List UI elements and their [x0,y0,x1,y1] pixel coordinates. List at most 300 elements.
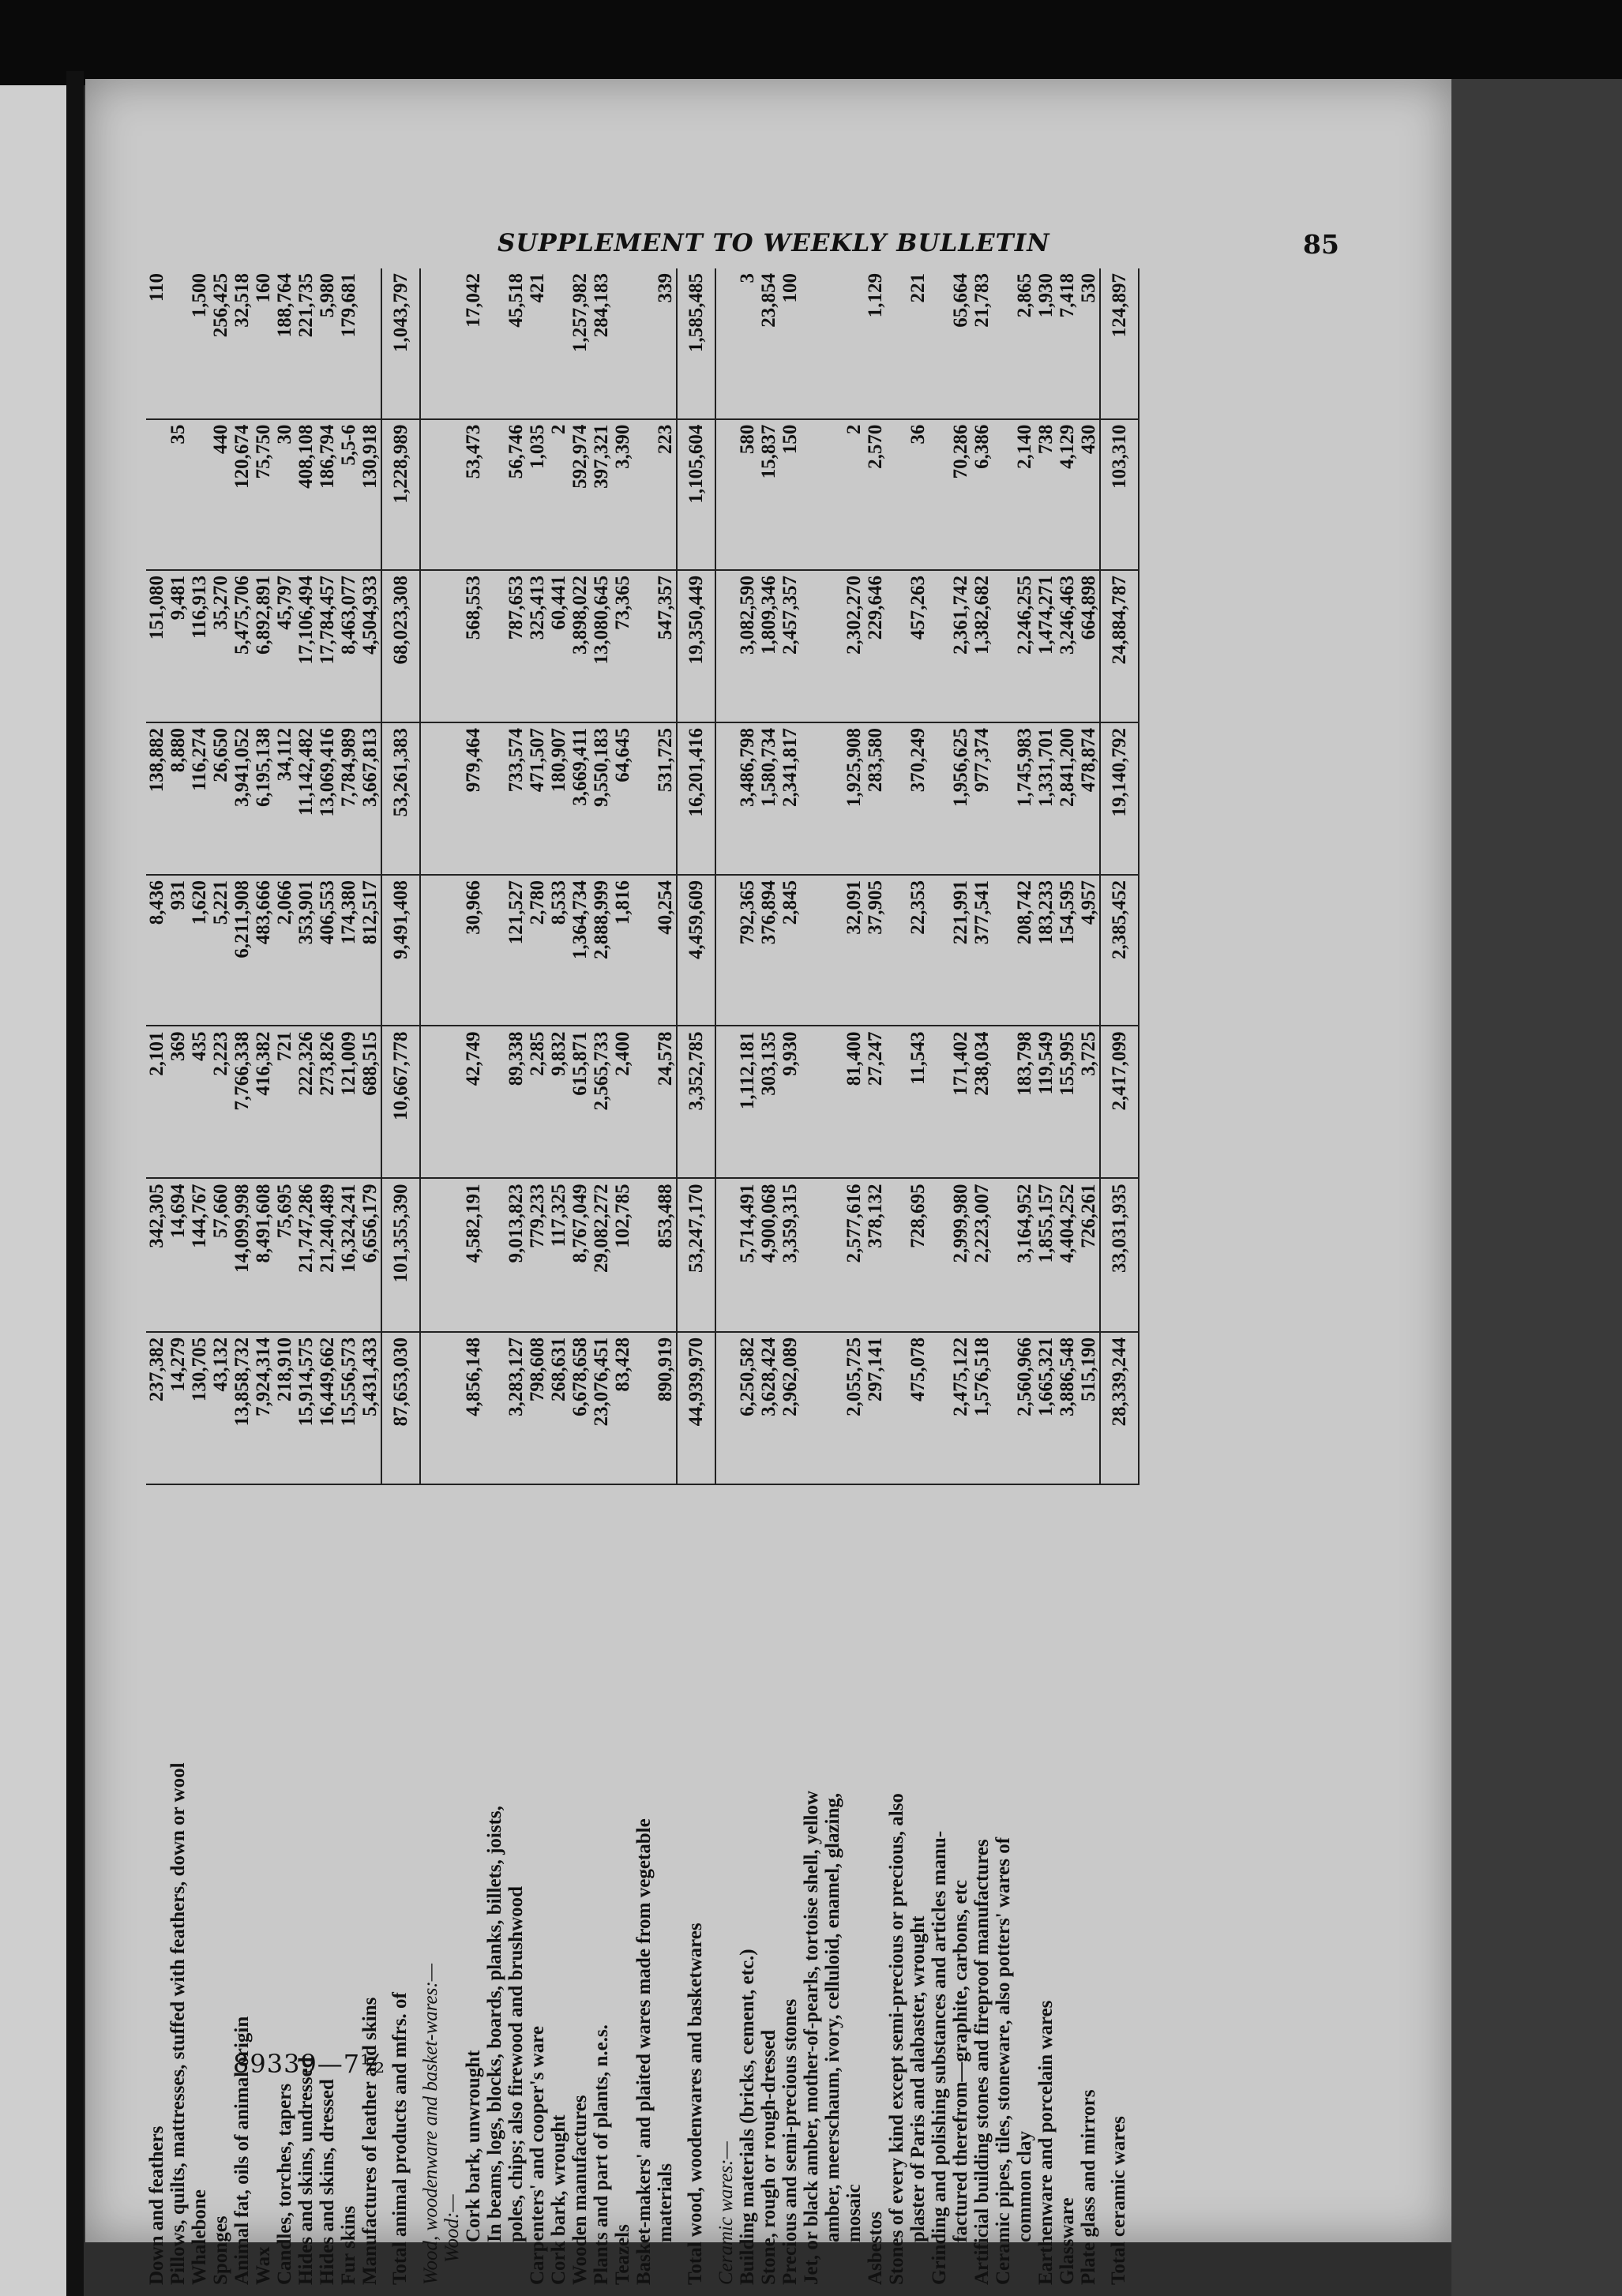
cell-value [822,1178,843,1331]
cell-value: 2,341,817 [779,722,801,875]
row-label: Grinding and polishing substances and articles manu- [929,1830,950,2285]
cell-value: 45,518 [505,268,527,419]
row-label: Candles, torches, tapers [274,2083,295,2285]
cell-value: 64,645 [612,722,633,875]
cell-value: 1,331,701 [1035,722,1057,875]
cell-value [715,1178,737,1331]
table-row [971,268,993,2290]
cell-value [359,268,381,419]
table-row [1057,268,1078,2290]
cell-value: 36 [907,419,929,570]
cell-value [484,1026,505,1178]
cell-value [886,268,907,419]
cell-value [715,1332,737,1484]
cell-value: 70,286 [950,419,971,570]
cell-value: 32,091 [843,875,865,1026]
cell-value: 150 [779,419,801,570]
cell-value: 116,274 [189,722,210,875]
cell-value: 11,142,482 [295,722,317,875]
cell-value: 60,441 [548,570,569,722]
row-label: common clay [1014,2131,1035,2242]
cell-value: 8,533 [548,875,569,1026]
cell-value: 475,078 [907,1332,929,1484]
cell-value: 15,914,575 [295,1332,317,1484]
table-row [612,268,633,2290]
scan-border-right [1451,79,1622,2296]
cell-value [420,570,441,722]
cell-value: 5,980 [317,268,338,419]
cell-value: 273,826 [317,1026,338,1178]
cell-value: 580 [737,419,758,570]
cell-value [715,722,737,875]
book-gutter [66,71,84,2296]
cell-value [484,722,505,875]
row-label: Fur skins [338,2205,359,2285]
table-row [886,268,907,2290]
cell-value: 22,353 [907,875,929,1026]
cell-value [441,1332,463,1484]
cell-value: 2,361,742 [950,570,971,722]
cell-value: 979,464 [463,722,484,875]
cell-value [441,268,463,419]
row-label: Cork bark, wrought [548,2114,569,2285]
cell-value: 457,263 [907,570,929,722]
cell-value [612,268,633,419]
table-row [548,268,569,2290]
cell-value: 421 [527,268,548,419]
cell-value [886,1178,907,1331]
table-row [907,268,929,2290]
table-row [1035,268,1057,2290]
cell-value [822,1026,843,1178]
cell-value: 3,359,315 [779,1178,801,1331]
cell-value: 121,527 [505,875,527,1026]
cell-value: 100 [779,268,801,419]
cell-value: 2,845 [779,875,801,1026]
table-row [569,268,591,2290]
cell-value [484,419,505,570]
cell-value: 160 [253,268,274,419]
cell-value: 890,919 [655,1332,677,1484]
cell-value: 43,132 [210,1332,231,1484]
cell-value: 221,735 [295,268,317,419]
cell-value: 1,500 [189,268,210,419]
cell-value: 4,582,191 [463,1178,484,1331]
table-row [359,268,381,2290]
cell-value: 377,541 [971,875,993,1026]
cell-value [886,419,907,570]
cell-value [441,1026,463,1178]
cell-value: 615,871 [569,1026,591,1178]
rotated-table-frame [146,268,1315,2290]
cell-value [993,1178,1014,1331]
cell-value: 2,841,200 [1057,722,1078,875]
table-row [420,268,441,2290]
cell-value [633,268,655,419]
cell-value: 154,595 [1057,875,1078,1026]
total-row [381,268,420,2290]
row-label: Ceramic pipes, tiles, stoneware, also potters' wares of [993,1836,1014,2285]
cell-value: 34,112 [274,722,295,875]
cell-value: 6,892,891 [253,570,274,722]
cell-value: 11,543 [907,1026,929,1178]
cell-value: 4,856,148 [463,1332,484,1484]
cell-value [146,419,167,570]
cell-value [420,1026,441,1178]
cell-value: 24,884,787 [1100,570,1139,722]
table-row [274,268,295,2290]
cell-value: 16,449,662 [317,1332,338,1484]
cell-value: 30 [274,419,295,570]
cell-value: 353,901 [295,875,317,1026]
cell-value: 478,874 [1078,722,1100,875]
cell-value [633,1178,655,1331]
cell-value: 183,233 [1035,875,1057,1026]
cell-value: 812,517 [359,875,381,1026]
row-label: Down and feathers [146,2125,167,2285]
table-row [189,268,210,2290]
cell-value: 9,930 [779,1026,801,1178]
cell-value: 75,695 [274,1178,295,1331]
cell-value: 8,436 [146,875,167,1026]
table-row [463,268,484,2290]
table-row [633,268,655,2290]
cell-value [633,1332,655,1484]
cell-value: 2,888,999 [591,875,612,1026]
cell-value: 3,246,463 [1057,570,1078,722]
cell-value: 19,140,792 [1100,722,1139,875]
cell-value: 5,475,706 [231,570,253,722]
rotated-table-content [146,268,1315,2290]
cell-value [633,1026,655,1178]
cell-value: 42,749 [463,1026,484,1178]
cell-value [993,722,1014,875]
cell-value: 547,357 [655,570,677,722]
cell-value: 4,404,252 [1057,1178,1078,1331]
cell-value [715,570,737,722]
cell-value [822,1332,843,1484]
table-row [210,268,231,2290]
cell-value [801,570,822,722]
cell-value: 1,855,157 [1035,1178,1057,1331]
cell-value: 229,646 [865,570,886,722]
cell-value: 221 [907,268,929,419]
cell-value [886,722,907,875]
cell-value [822,570,843,722]
cell-value: 568,553 [463,570,484,722]
table-row [655,268,677,2290]
row-label: Wooden manufactures [569,2095,591,2285]
cell-value: 13,858,732 [231,1332,253,1484]
cell-value: 65,664 [950,268,971,419]
cell-value: 144,767 [189,1178,210,1331]
cell-value: 14,279 [167,1332,189,1484]
row-label: Wax [253,2246,274,2285]
cell-value: 733,574 [505,722,527,875]
cell-value: 376,894 [758,875,779,1026]
cell-value: 7,784,989 [338,722,359,875]
row-label: Total ceramic wares [1108,2116,1129,2285]
total-row [677,268,715,2290]
cell-value [441,875,463,1026]
table-row [591,268,612,2290]
row-label: Plate glass and mirrors [1078,2089,1099,2285]
row-label: Precious and semi-precious stones [779,1998,801,2285]
cell-value: 4,129 [1057,419,1078,570]
cell-value [801,1178,822,1331]
cell-value: 2,577,616 [843,1178,865,1331]
cell-value: 102,785 [612,1178,633,1331]
row-label: Asbestos [865,2211,886,2285]
cell-value: 174,380 [338,875,359,1026]
cell-value: 2,560,966 [1014,1332,1035,1484]
cell-value: 7,418 [1057,268,1078,419]
cell-value: 798,608 [527,1332,548,1484]
cell-value [715,268,737,419]
cell-value: 2 [548,419,569,570]
row-label: Stone, rough or rough-dressed [758,2029,779,2285]
footer-code: 89339—7½ [233,2049,386,2079]
cell-value [993,268,1014,419]
cell-value: 222,326 [295,1026,317,1178]
cell-value: 2,962,089 [779,1332,801,1484]
cell-value: 284,183 [591,268,612,419]
cell-value: 5,431,433 [359,1332,381,1484]
page-number: 85 [1303,229,1339,260]
cell-value: 515,190 [1078,1332,1100,1484]
row-label: Earthenware and porcelain wares [1035,2000,1057,2285]
table-row [950,268,971,2290]
cell-value: 2,223 [210,1026,231,1178]
cell-value [420,1178,441,1331]
cell-value: 931 [167,875,189,1026]
cell-value: 130,705 [189,1332,210,1484]
cell-value: 155,995 [1057,1026,1078,1178]
cell-value [822,875,843,1026]
cell-value: 440 [210,419,231,570]
cell-value [822,268,843,419]
cell-value [929,570,950,722]
cell-value: 4,459,609 [677,875,715,1026]
cell-value: 13,069,416 [317,722,338,875]
cell-value: 6,656,179 [359,1178,381,1331]
cell-value: 17,784,457 [317,570,338,722]
row-label: factured therefrom—graphite, carbons, etc [950,1880,971,2242]
cell-value [420,268,441,419]
cell-value: 10,667,778 [381,1026,420,1178]
cell-value: 530 [1078,268,1100,419]
cell-value: 3,725 [1078,1026,1100,1178]
table-row [1014,268,1035,2290]
cell-value: 1,257,982 [569,268,591,419]
row-label: Cork bark, unwrought [463,2050,484,2242]
cell-value: 1,925,908 [843,722,865,875]
cell-value [929,1178,950,1331]
cell-value: 28,339,244 [1100,1332,1139,1484]
cell-value: 378,132 [865,1178,886,1331]
cell-value [633,419,655,570]
cell-value: 116,913 [189,570,210,722]
cell-value: 6,211,908 [231,875,253,1026]
cell-value: 68,023,308 [381,570,420,722]
cell-value: 2,417,099 [1100,1026,1139,1178]
cell-value: 37,905 [865,875,886,1026]
cell-value: 1,474,271 [1035,570,1057,722]
cell-value: 2,223,007 [971,1178,993,1331]
cell-value: 45,797 [274,570,295,722]
total-row [1100,268,1139,2290]
cell-value: 101,355,390 [381,1178,420,1331]
cell-value: 121,009 [338,1026,359,1178]
cell-value [715,1026,737,1178]
row-label: Total animal products and mfrs. of [389,1992,411,2285]
cell-value: 2,066 [274,875,295,1026]
cell-value: 17,042 [463,268,484,419]
cell-value: 370,249 [907,722,929,875]
cell-value: 1,585,485 [677,268,715,419]
cell-value: 3,898,022 [569,570,591,722]
cell-value: 103,310 [1100,419,1139,570]
cell-value: 1,364,734 [569,875,591,1026]
cell-value: 35 [167,419,189,570]
cell-value: 44,939,970 [677,1332,715,1484]
cell-value: 8,767,049 [569,1178,591,1331]
cell-value [715,419,737,570]
cell-value: 268,631 [548,1332,569,1484]
cell-value: 40,254 [655,875,677,1026]
table-row [231,268,253,2290]
cell-value: 30,966 [463,875,484,1026]
cell-value: 1,382,682 [971,570,993,722]
cell-value: 2,101 [146,1026,167,1178]
cell-value [484,875,505,1026]
cell-value: 2,055,725 [843,1332,865,1484]
row-label: Ceramic wares:— [715,2141,737,2285]
cell-value [886,1026,907,1178]
cell-value: 9,013,823 [505,1178,527,1331]
cell-value: 119,549 [1035,1026,1057,1178]
cell-value: 303,135 [758,1026,779,1178]
cell-value: 1,043,797 [381,268,420,419]
cell-value: 53,261,383 [381,722,420,875]
row-label: Sponges [210,2215,231,2285]
table-row [715,268,737,2290]
cell-value: 7,766,338 [231,1026,253,1178]
cell-value [929,875,950,1026]
scan-border-left [0,85,66,2296]
cell-value: 221,991 [950,875,971,1026]
cell-value: 2,865 [1014,268,1035,419]
cell-value: 2,140 [1014,419,1035,570]
cell-value: 2,457,357 [779,570,801,722]
cell-value: 1,745,983 [1014,722,1035,875]
cell-value: 2,570 [865,419,886,570]
cell-value [801,419,822,570]
cell-value: 792,365 [737,875,758,1026]
cell-value: 397,321 [591,419,612,570]
cell-value: 430 [1078,419,1100,570]
row-label: Manufactures of leather and skins [359,1997,381,2285]
cell-value [886,1332,907,1484]
cell-value: 6,678,658 [569,1332,591,1484]
cell-value: 4,957 [1078,875,1100,1026]
cell-value: 1,620 [189,875,210,1026]
cell-value: 1,105,604 [677,419,715,570]
table-row [779,268,801,2290]
cell-value [441,722,463,875]
cell-value [929,419,950,570]
row-label: Animal fat, oils of animal origin [231,2016,253,2285]
cell-value: 2,999,980 [950,1178,971,1331]
row-label: Artificial building stones and fireproof manufactures [971,1839,993,2285]
table-row [737,268,758,2290]
cell-value [484,570,505,722]
table-row [929,268,950,2290]
row-label: Hides and skins, undressed [295,2057,317,2285]
cell-value [420,1332,441,1484]
cell-value: 688,515 [359,1026,381,1178]
cell-value: 33,031,935 [1100,1178,1139,1331]
row-label: poles, chips; also firewood and brushwood [505,1885,527,2242]
cell-value: 3,886,548 [1057,1332,1078,1484]
page-header-title: SUPPLEMENT TO WEEKLY BULLETIN [497,229,1050,257]
row-label: materials [655,2163,676,2242]
cell-value: 8,463,077 [338,570,359,722]
row-label: amber, meerschaum, ivory, celluloid, enamel, glazing, [822,1792,843,2242]
cell-value: 1,809,346 [758,570,779,722]
cell-value: 117,325 [548,1178,569,1331]
cell-value: 853,488 [655,1178,677,1331]
cell-value [886,875,907,1026]
trade-statistics-table [146,268,1140,2290]
row-label: Wood:— [441,2194,463,2263]
table-row [801,268,822,2290]
cell-value: 2,385,452 [1100,875,1139,1026]
row-label: Plants and part of plants, n.e.s. [591,2024,612,2285]
cell-value: 977,374 [971,722,993,875]
cell-value: 120,674 [231,419,253,570]
cell-value: 5,714,491 [737,1178,758,1331]
cell-value: 531,725 [655,722,677,875]
cell-value [715,875,737,1026]
cell-value: 56,746 [505,419,527,570]
cell-value: 130,918 [359,419,381,570]
table-row [527,268,548,2290]
cell-value: 179,681 [338,268,359,419]
cell-value [633,875,655,1026]
table-row [505,268,527,2290]
row-label: In beams, logs, blocks, boards, planks, billets, joists, [484,1806,505,2242]
cell-value: 2,246,255 [1014,570,1035,722]
cell-value [822,419,843,570]
cell-value: 1,576,518 [971,1332,993,1484]
cell-value: 3,390 [612,419,633,570]
cell-value: 2,400 [612,1026,633,1178]
cell-value: 369 [167,1026,189,1178]
cell-value: 87,653,030 [381,1332,420,1484]
row-label: Pillows, quilts, mattresses, stuffed with feathers, down or wool [167,1762,189,2285]
cell-value [801,875,822,1026]
cell-value: 2,475,122 [950,1332,971,1484]
row-label: Whalebone [189,2189,210,2285]
cell-value: 151,080 [146,570,167,722]
cell-value: 3,941,052 [231,722,253,875]
cell-value: 237,382 [146,1332,167,1484]
table-row [146,268,167,2290]
cell-value [420,419,441,570]
table-row [865,268,886,2290]
cell-value: 1,129 [865,268,886,419]
